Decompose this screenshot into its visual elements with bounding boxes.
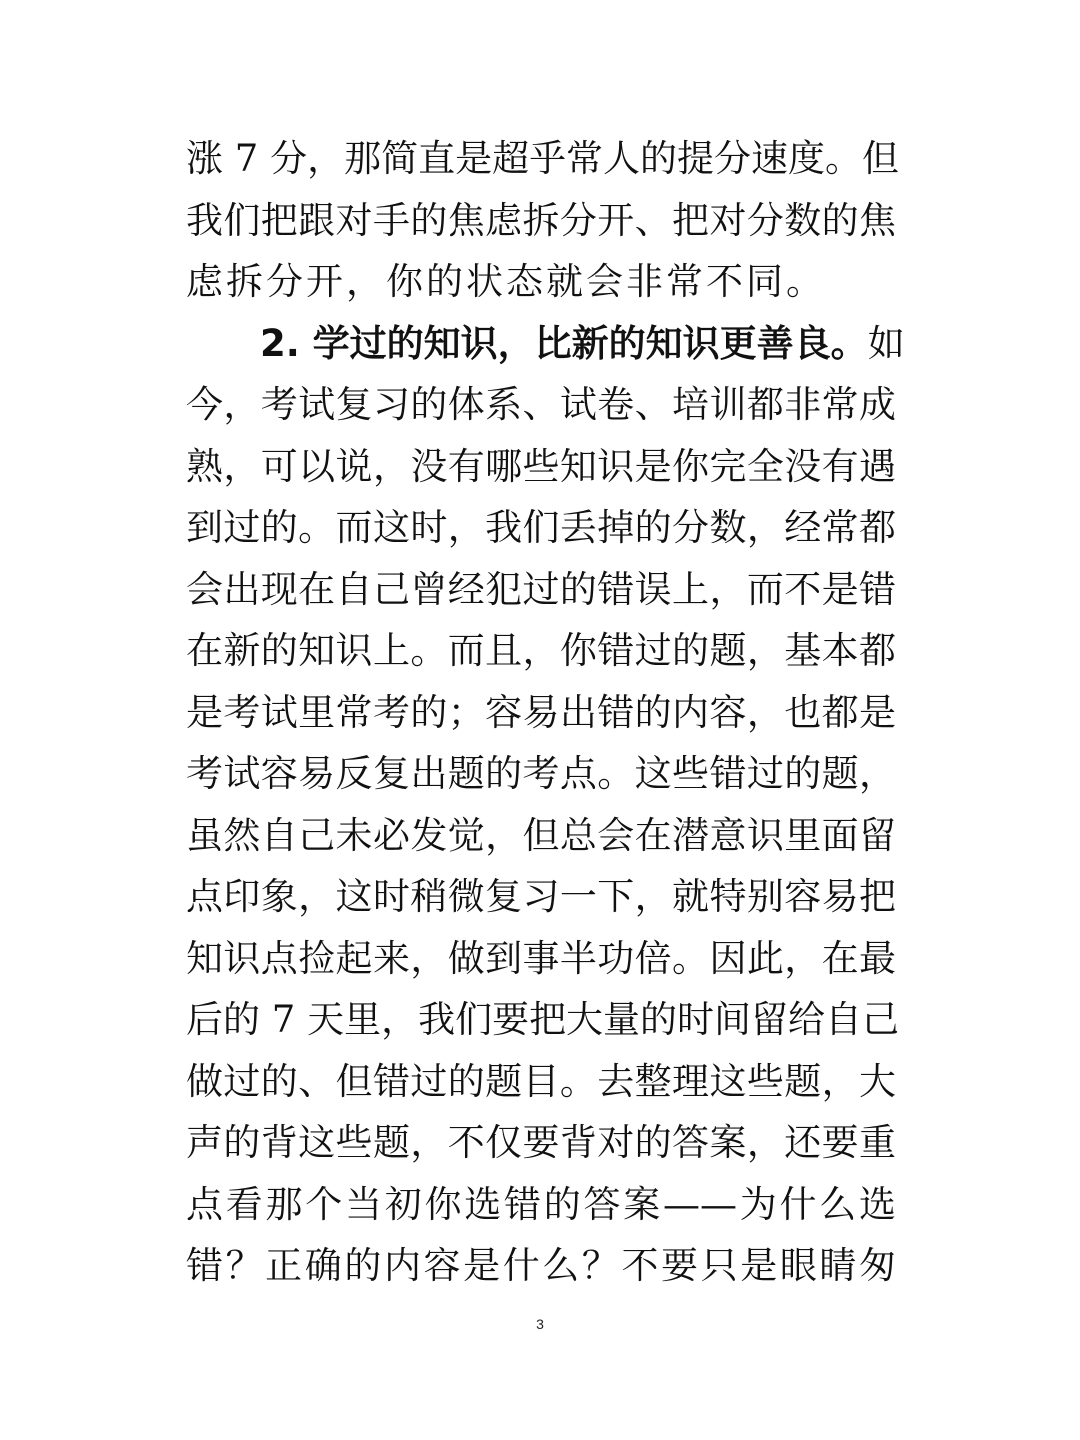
section-heading-line bbox=[186, 313, 905, 375]
page-number: 3 bbox=[536, 1316, 544, 1332]
text-line: 虑拆分开，你的状态就会非常不同。 bbox=[186, 260, 826, 303]
text-line: 点看那个当初你选错的答案——为什么选 bbox=[186, 1182, 896, 1226]
text-line: 到过的。而这时，我们丢掉的分数，经常都 bbox=[186, 506, 896, 549]
text-line: 会出现在自己曾经犯过的错误上，而不是错 bbox=[186, 567, 896, 611]
text-line: 错？正确的内容是什么？不要只是眼睛匆 bbox=[186, 1244, 896, 1287]
text-line: 今，考试复习的体系、试卷、培训都非常成 bbox=[186, 383, 896, 426]
text-line: 是考试里常考的；容易出错的内容，也都是 bbox=[186, 690, 896, 734]
text-line: 知识点捡起来，做到事半功倍。因此，在最 bbox=[186, 936, 896, 980]
section-heading: 2. 学过的知识，比新的知识更善良。 bbox=[260, 321, 868, 365]
text-line: 声的背这些题，不仅要背对的答案，还要重 bbox=[186, 1121, 896, 1164]
text-line: 点印象，这时稍微复习一下，就特别容易把 bbox=[186, 875, 896, 918]
text-line: 我们把跟对手的焦虑拆分开、把对分数的焦 bbox=[186, 198, 896, 242]
text-line: 后的 7 天里，我们要把大量的时间留给自己 bbox=[186, 998, 900, 1041]
text-line: 虽然自己未必发觉，但总会在潜意识里面留 bbox=[186, 813, 896, 857]
body-text bbox=[186, 128, 905, 1297]
text-line: 涨 7 分，那简直是超乎常人的提分速度。但 bbox=[186, 137, 900, 180]
text-line: 在新的知识上。而且，你错过的题，基本都 bbox=[186, 629, 896, 672]
text-line: 做过的、但错过的题目。去整理这些题，大 bbox=[186, 1059, 896, 1103]
text-line: 熟，可以说，没有哪些知识是你完全没有遇 bbox=[186, 444, 896, 488]
heading-continuation: 如 bbox=[867, 321, 905, 365]
text-line: 考试容易反复出题的考点。这些错过的题， bbox=[186, 752, 896, 795]
